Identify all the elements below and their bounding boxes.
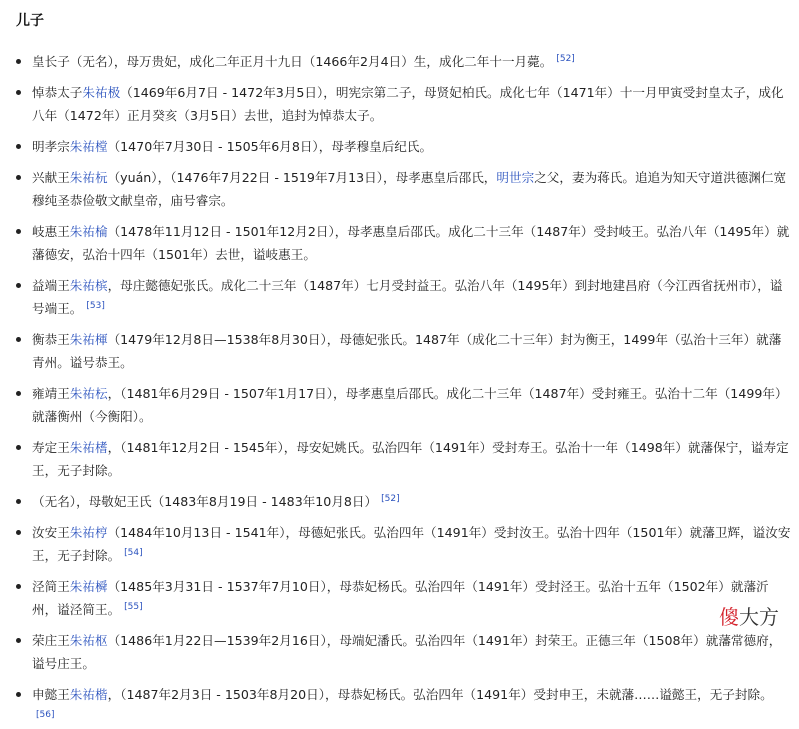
- item-text: 寿定王: [32, 440, 70, 455]
- item-text: 泾简王: [32, 579, 70, 594]
- person-link[interactable]: 朱祐梈: [69, 525, 108, 540]
- list-item: [16, 274, 791, 320]
- watermark-char: 傻: [719, 605, 739, 629]
- item-text: 益端王: [32, 278, 70, 293]
- item-text: （无名），母敬妃王氏（1483年8月19日 - 1483年10月8日）: [32, 494, 378, 509]
- watermark-text: 大方: [739, 605, 779, 629]
- item-text: ，（1481年12月2日 - 1545年），母安妃姚氏。弘治四年（1491年）受封寿王。弘治十一年（1498年）就藩保宁，谥寿定王，无子封除。: [32, 440, 789, 478]
- item-text: 衡恭王: [32, 332, 70, 347]
- item-text: 雍靖王: [32, 386, 70, 401]
- person-link[interactable]: 朱祐杬: [69, 170, 108, 185]
- person-link[interactable]: 朱祐樘: [69, 139, 108, 154]
- list-item: [16, 81, 791, 127]
- person-link[interactable]: 朱祐枢: [69, 633, 108, 648]
- list-item: [16, 490, 791, 513]
- item-text: （1478年11月12日 - 1501年12月2日），母孝惠皇后邵氏。成化二十三年（1487年）受封岐王。弘治八年（1495年）就藩德安，弘治十四年（1501年）去世，谥岐惠王。: [32, 224, 790, 262]
- list-item: [16, 629, 791, 675]
- list-item: [16, 135, 791, 158]
- item-text: 兴献王: [32, 170, 70, 185]
- item-text: （1470年7月30日 - 1505年6月8日），母孝穆皇后纪氏。: [107, 139, 433, 154]
- list-item: [16, 166, 791, 212]
- item-text: （yuán），（1476年7月22日 - 1519年7月13日），母孝惠皇后邵氏，: [107, 170, 497, 185]
- citation-link[interactable]: [53]: [86, 300, 105, 311]
- item-text: 汝安王: [32, 525, 70, 540]
- watermark-logo: [717, 601, 781, 630]
- item-text: ，（1481年6月29日 - 1507年1月17日），母孝惠皇后邵氏。成化二十三年（1487年）受封雍王。弘治十二年（1499年）就藩衡州（今衡阳）。: [32, 386, 788, 424]
- list-item: [16, 521, 791, 567]
- item-text: 荣庄王: [32, 633, 70, 648]
- person-link[interactable]: 朱祐楷: [69, 687, 108, 702]
- citation-link[interactable]: [52]: [381, 493, 400, 504]
- person-link[interactable]: 朱祐槟: [69, 278, 108, 293]
- item-text: ，（1487年2月3日 - 1503年8月20日），母恭妃杨氏。弘治四年（1491年）受封申王，未就藩……谥懿王，无子封除。: [107, 687, 773, 702]
- person-link[interactable]: 明世宗: [496, 170, 535, 185]
- item-text: （1485年3月31日 - 1537年7月10日），母恭妃杨氏。弘治四年（1491年）受封泾王。弘治十五年（1502年）就藩沂州，谥泾简王。: [32, 579, 769, 617]
- item-text: ，母庄懿德妃张氏。成化二十三年（1487年）七月受封益王。弘治八年（1495年）到封地建昌府（今江西省抚州市），谥号端王。: [32, 278, 783, 316]
- item-text: （1479年12月8日—1538年8月30日），母德妃张氏。1487年（成化二十三年）封为衡王，1499年（弘治十三年）就藩青州。谥号恭王。: [32, 332, 782, 370]
- person-link[interactable]: 朱祐极: [82, 85, 121, 100]
- item-text: 之父，妻为蒋氏。追追为知天守道洪德渊仁宽穆纯圣恭俭敬文献皇帝，庙号睿宗。: [32, 170, 787, 208]
- list-item: [16, 436, 791, 482]
- list-item: [16, 683, 791, 729]
- item-text: 岐惠王: [32, 224, 70, 239]
- person-link[interactable]: 朱祐榰: [69, 440, 108, 455]
- item-text: （1469年6月7日 - 1472年3月5日），明宪宗第二子，母贤妃柏氏。成化七年（1471年）十一月甲寅受封皇太子，成化八年（1472年）正月癸亥（3月5日）去世，追封为悼恭太子。: [32, 85, 784, 123]
- citation-link[interactable]: [56]: [36, 709, 55, 720]
- list-item: [16, 575, 791, 621]
- citation-link[interactable]: [54]: [124, 547, 143, 558]
- section-heading: 儿子: [16, 13, 44, 29]
- item-text: （1486年1月22日—1539年2月16日），母端妃潘氏。弘治四年（1491年）封荣王。正德三年（1508年）就藩常德府，谥号庄王。: [32, 633, 782, 671]
- sons-list: [16, 50, 791, 729]
- person-link[interactable]: 朱祐楎: [69, 332, 108, 347]
- item-text: 申懿王: [32, 687, 70, 702]
- item-text: （1484年10月13日 - 1541年），母德妃张氏。弘治四年（1491年）受封汝王。弘治十四年（1501年）就藩卫辉，谥汝安王，无子封除。: [32, 525, 791, 563]
- list-item: [16, 328, 791, 374]
- list-item: [16, 382, 791, 428]
- citation-link[interactable]: [55]: [124, 601, 143, 612]
- item-text: 皇长子（无名），母万贵妃，成化二年正月十九日（1466年2月4日）生，成化二年十一月薨。: [32, 54, 553, 69]
- person-link[interactable]: 朱祐枟: [69, 386, 108, 401]
- list-item: [16, 50, 791, 73]
- person-link[interactable]: 朱祐橓: [69, 579, 108, 594]
- list-item: [16, 220, 791, 266]
- item-text: 明孝宗: [32, 139, 70, 154]
- person-link[interactable]: 朱祐棆: [69, 224, 108, 239]
- citation-link[interactable]: [52]: [556, 53, 575, 64]
- item-text: 悼恭太子: [32, 85, 83, 100]
